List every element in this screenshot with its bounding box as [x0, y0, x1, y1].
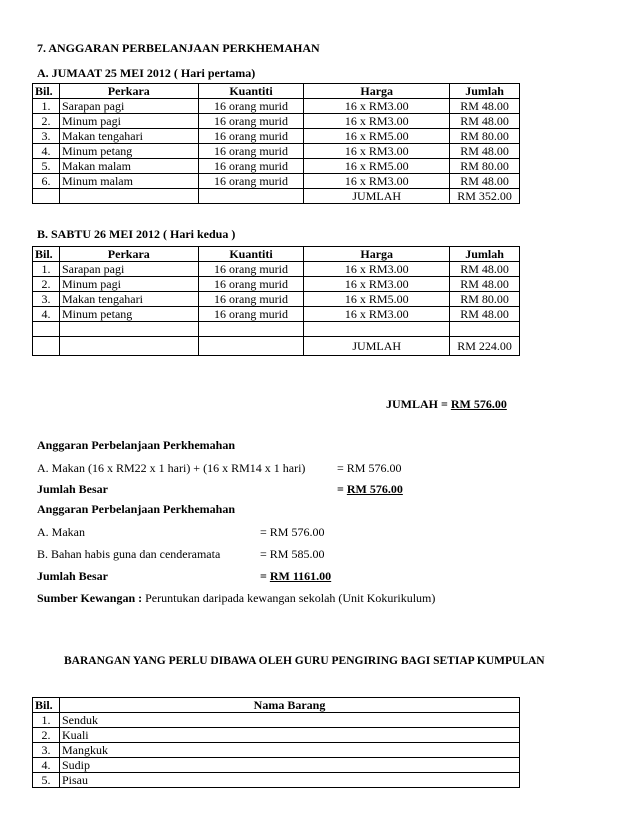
estimate1-line-label: A. Makan (16 x RM22 x 1 hari) + (16 x RM14 x 1 hari) [37, 461, 306, 475]
estimate2-title: Anggaran Perbelanjaan Perkhemahan [37, 502, 235, 516]
empty-cell [198, 322, 304, 337]
cell-bil: 4. [33, 758, 60, 773]
estimate1-title: Anggaran Perbelanjaan Perkhemahan [37, 438, 235, 452]
cell-kuantiti: 16 orang murid [198, 159, 304, 174]
funding-label: Sumber Kewangan : [37, 591, 143, 605]
table-row [33, 174, 520, 189]
cell-jumlah: RM 48.00 [450, 114, 520, 129]
cell-bil: 5. [33, 159, 60, 174]
table-row [33, 292, 520, 307]
table-total-row [33, 189, 520, 204]
cell-bil: 6. [33, 174, 60, 189]
table-row [33, 322, 520, 337]
cell-jumlah: RM 48.00 [450, 144, 520, 159]
cell-harga: 16 x RM3.00 [304, 114, 450, 129]
empty-cell [33, 322, 60, 337]
empty-cell [33, 189, 60, 204]
grand-total-value: RM 576.00 [450, 397, 507, 411]
day1-table [32, 83, 520, 204]
header-bil: Bil. [33, 84, 60, 99]
estimate1-line-value: = RM 576.00 [337, 461, 402, 475]
table-row [33, 713, 520, 728]
cell-harga: 16 x RM3.00 [304, 174, 450, 189]
cell-kuantiti: 16 orang murid [198, 174, 304, 189]
empty-cell [304, 322, 450, 337]
empty-cell [59, 189, 198, 204]
table-row [33, 773, 520, 788]
cell-bil: 3. [33, 129, 60, 144]
cell-jumlah: RM 80.00 [450, 159, 520, 174]
table-row [33, 307, 520, 322]
empty-cell [450, 322, 520, 337]
table-row [33, 159, 520, 174]
table-row [33, 144, 520, 159]
cell-nama-barang: Sudip [59, 758, 519, 773]
day2-title: B. SABTU 26 MEI 2012 ( Hari kedua ) [37, 227, 236, 241]
estimate2-line1-value: = RM 576.00 [260, 525, 325, 539]
cell-harga: 16 x RM3.00 [304, 144, 450, 159]
cell-jumlah: RM 80.00 [450, 129, 520, 144]
cell-bil: 1. [33, 713, 60, 728]
table-row [33, 114, 520, 129]
cell-jumlah: RM 48.00 [450, 277, 520, 292]
header-jumlah: Jumlah [450, 247, 520, 262]
cell-kuantiti: 16 orang murid [198, 144, 304, 159]
header-perkara: Perkara [59, 247, 198, 262]
estimate2-line2-value: = RM 585.00 [260, 547, 325, 561]
funding-source [37, 591, 435, 606]
header-bil: Bil. [33, 247, 60, 262]
cell-perkara: Minum pagi [59, 114, 198, 129]
header-kuantiti: Kuantiti [198, 84, 304, 99]
cell-nama-barang: Pisau [59, 773, 519, 788]
estimate2-total-value: RM 1161.00 [269, 569, 332, 583]
cell-perkara: Minum malam [59, 174, 198, 189]
day2-table [32, 246, 520, 356]
cell-perkara: Sarapan pagi [59, 262, 198, 277]
header-nama-barang: Nama Barang [59, 698, 519, 713]
cell-harga: 16 x RM3.00 [304, 99, 450, 114]
cell-jumlah: RM 48.00 [450, 99, 520, 114]
estimate2-line1-label: A. Makan [37, 525, 85, 539]
cell-bil: 2. [33, 114, 60, 129]
estimate1-total-eq: = [337, 482, 344, 496]
cell-nama-barang: Kuali [59, 728, 519, 743]
header-harga: Harga [304, 247, 450, 262]
items-section-title: BARANGAN YANG PERLU DIBAWA OLEH GURU PENGIRING BAGI SETIAP KUMPULAN [64, 655, 545, 667]
estimate2-total-eq: = [260, 569, 267, 583]
header-perkara: Perkara [59, 84, 198, 99]
cell-bil: 4. [33, 307, 60, 322]
cell-jumlah: RM 48.00 [450, 174, 520, 189]
empty-cell [198, 337, 304, 356]
section-heading: 7. ANGGARAN PERBELANJAAN PERKHEMAHAN [37, 41, 320, 55]
header-kuantiti: Kuantiti [198, 247, 304, 262]
table-total-row [33, 337, 520, 356]
cell-nama-barang: Mangkuk [59, 743, 519, 758]
day1-title: A. JUMAAT 25 MEI 2012 ( Hari pertama) [37, 66, 256, 80]
cell-perkara: Sarapan pagi [59, 99, 198, 114]
cell-kuantiti: 16 orang murid [198, 129, 304, 144]
header-harga: Harga [304, 84, 450, 99]
estimate2-total [260, 569, 331, 584]
table-row [33, 262, 520, 277]
empty-cell [198, 189, 304, 204]
items-table [32, 697, 520, 788]
table-row [33, 129, 520, 144]
cell-bil: 2. [33, 277, 60, 292]
table-row [33, 758, 520, 773]
empty-cell [59, 322, 198, 337]
total-value: RM 224.00 [450, 337, 520, 356]
total-label: JUMLAH [304, 337, 450, 356]
table-header-row [33, 84, 520, 99]
cell-jumlah: RM 48.00 [450, 262, 520, 277]
cell-kuantiti: 16 orang murid [198, 292, 304, 307]
cell-bil: 3. [33, 743, 60, 758]
grand-total [386, 397, 507, 412]
cell-kuantiti: 16 orang murid [198, 277, 304, 292]
empty-cell [33, 337, 60, 356]
estimate2-line2-label: B. Bahan habis guna dan cenderamata [37, 547, 221, 561]
cell-harga: 16 x RM5.00 [304, 159, 450, 174]
cell-jumlah: RM 48.00 [450, 307, 520, 322]
cell-perkara: Minum petang [59, 307, 198, 322]
total-label: JUMLAH [304, 189, 450, 204]
estimate1-total-label: Jumlah Besar [37, 482, 109, 496]
cell-bil: 5. [33, 773, 60, 788]
grand-total-label: JUMLAH = [386, 397, 448, 411]
cell-harga: 16 x RM5.00 [304, 292, 450, 307]
estimate1-total-value: RM 576.00 [346, 482, 403, 496]
header-jumlah: Jumlah [450, 84, 520, 99]
estimate1-total [337, 482, 403, 497]
header-bil: Bil. [33, 698, 60, 713]
cell-harga: 16 x RM3.00 [304, 262, 450, 277]
cell-perkara: Minum petang [59, 144, 198, 159]
cell-kuantiti: 16 orang murid [198, 114, 304, 129]
cell-bil: 1. [33, 99, 60, 114]
estimate2-total-label: Jumlah Besar [37, 569, 109, 583]
cell-perkara: Makan tengahari [59, 129, 198, 144]
cell-perkara: Makan tengahari [59, 292, 198, 307]
table-row [33, 728, 520, 743]
cell-kuantiti: 16 orang murid [198, 262, 304, 277]
cell-harga: 16 x RM5.00 [304, 129, 450, 144]
funding-text: Peruntukan daripada kewangan sekolah (Unit Kokurikulum) [142, 591, 436, 605]
cell-perkara: Minum pagi [59, 277, 198, 292]
cell-bil: 4. [33, 144, 60, 159]
table-row [33, 743, 520, 758]
table-header-row [33, 698, 520, 713]
cell-perkara: Makan malam [59, 159, 198, 174]
cell-bil: 3. [33, 292, 60, 307]
cell-kuantiti: 16 orang murid [198, 307, 304, 322]
table-header-row [33, 247, 520, 262]
cell-harga: 16 x RM3.00 [304, 277, 450, 292]
table-row [33, 277, 520, 292]
cell-kuantiti: 16 orang murid [198, 99, 304, 114]
total-value: RM 352.00 [450, 189, 520, 204]
cell-jumlah: RM 80.00 [450, 292, 520, 307]
cell-bil: 2. [33, 728, 60, 743]
cell-bil: 1. [33, 262, 60, 277]
table-row [33, 99, 520, 114]
cell-nama-barang: Senduk [59, 713, 519, 728]
cell-harga: 16 x RM3.00 [304, 307, 450, 322]
empty-cell [59, 337, 198, 356]
